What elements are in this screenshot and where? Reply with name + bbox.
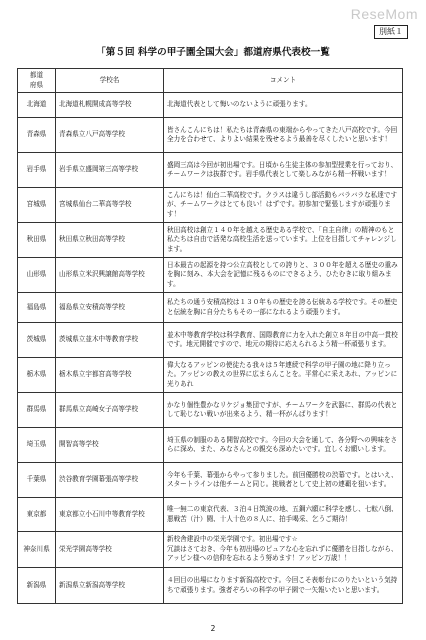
school-cell: 岩手県立盛岡第三高等学校 xyxy=(56,153,164,188)
comment-cell: かなり個性豊かなリケジョ集団ですが、チームワークを武器に、群馬の代表として恥じない戦いが出来るよう、精一杯がんばります！ xyxy=(164,393,403,428)
prefecture-cell: 新潟県 xyxy=(18,568,56,604)
prefecture-cell: 秋田県 xyxy=(18,223,56,258)
school-cell: 山形県立米沢興譲館高等学校 xyxy=(56,258,164,293)
page-number: 2 xyxy=(210,624,216,633)
header-comment: コメント xyxy=(164,69,403,93)
header-prefecture: 都道 府県 xyxy=(18,69,56,93)
table-row xyxy=(18,428,403,463)
table-row xyxy=(18,358,403,393)
comment-cell: 今年も千葉、幕張からやって参りました。前回優勝校の渋幕です。とはいえ、スタートラインは他チームと同じ。挑戦者として史上初の連覇を狙います。 xyxy=(164,463,403,498)
table-row xyxy=(18,153,403,188)
school-cell: 福島県立安積高等学校 xyxy=(56,293,164,323)
school-cell: 渋谷教育学園幕張高等学校 xyxy=(56,463,164,498)
prefecture-cell: 埼玉県 xyxy=(18,428,56,463)
school-cell: 北海道札幌開成高等学校 xyxy=(56,93,164,118)
watermark-logo: ReseMom xyxy=(350,6,418,22)
comment-cell: 唯一無二の東京代表、３泊４日筑波の地、五鋼六願に科学を感し、七転八倒、悪戦苦（汁）闘、十人十色の８人に、拍手喝采、乞うご期待！ xyxy=(164,498,403,532)
prefecture-cell: 福島県 xyxy=(18,293,56,323)
representative-schools-table xyxy=(17,68,403,604)
table-row xyxy=(18,258,403,293)
comment-cell: 埼玉県の制服のある開智高校です。今回の大会を通して、各分野への興味をさらに深め、また、みなさんとの親交も深めたいです。宜しくお願いします。 xyxy=(164,428,403,463)
school-cell: 栄光学園高等学校 xyxy=(56,532,164,568)
school-cell: 宮城県仙台二華高等学校 xyxy=(56,188,164,223)
prefecture-cell: 青森県 xyxy=(18,118,56,153)
prefecture-cell: 茨城県 xyxy=(18,323,56,358)
comment-cell: 私たちの通う安積高校は１３０年もの歴史を誇る伝統ある学校です。その歴史と伝統を胸に自分たちもその一部になれるよう頑張ります。 xyxy=(164,293,403,323)
comment-cell: 日本最古の起源を持つ公立高校としての誇りと、３００年を超える歴史の重みを胸に刻み、本大会を記憶に残るものにできるよう、ひたむきに取り組みます。 xyxy=(164,258,403,293)
school-cell: 新潟県立新潟高等学校 xyxy=(56,568,164,604)
school-cell: 群馬県立高崎女子高等学校 xyxy=(56,393,164,428)
table-row xyxy=(18,223,403,258)
table-row xyxy=(18,188,403,223)
table-row xyxy=(18,393,403,428)
prefecture-cell: 千葉県 xyxy=(18,463,56,498)
prefecture-cell: 宮城県 xyxy=(18,188,56,223)
prefecture-cell: 北海道 xyxy=(18,93,56,118)
comment-cell: 偉大なるアッピンの使徒たる我々は５年連続で科学の甲子園の地に降り立った。アッピンの教えの世界に広まらんことを。平常心に采えあれ、アッピンに光りあれ xyxy=(164,358,403,393)
prefecture-cell: 山形県 xyxy=(18,258,56,293)
school-cell: 青森県立八戸高等学校 xyxy=(56,118,164,153)
comment-cell: こんにちは！仙台二華高校です。クラスは違うし部活動もバラバラな私達ですが、チームワークはとても良い！はずです。初参加で緊張しますが頑張ります！ xyxy=(164,188,403,223)
attachment-tag: 別紙１ xyxy=(374,25,408,39)
table-row xyxy=(18,463,403,498)
table-header-row xyxy=(18,69,403,93)
table-row xyxy=(18,323,403,358)
document-title: 「第５回 科学の甲子園全国大会」都道府県代表校一覧 xyxy=(96,47,330,58)
comment-cell: 並木中等教育学校は科学教育、国際教育に力を入れた創立８年目の中高一貫校です。地元開催ですので、地元の期待に応えられるよう精一杯頑張ります。 xyxy=(164,323,403,358)
school-cell: 茨城県立並木中等教育学校 xyxy=(56,323,164,358)
comment-cell: 盛岡三高は今回が初出場です。日頃から生徒主体の参加型授業を行っており、チームワークは抜群です。岩手県代表として楽しみながら精一杯戦います！ xyxy=(164,153,403,188)
prefecture-cell: 群馬県 xyxy=(18,393,56,428)
table-row xyxy=(18,118,403,153)
table-row xyxy=(18,532,403,568)
comment-cell: 秋田高校は創立１４０年を越える歴史ある学校で、「自主自律」の精神のもと私たちは自由で活発な高校生活を送っています。上位を目指してチャレンジします。 xyxy=(164,223,403,258)
table-row xyxy=(18,93,403,118)
prefecture-cell: 岩手県 xyxy=(18,153,56,188)
school-cell: 秋田県立秋田高等学校 xyxy=(56,223,164,258)
table-row xyxy=(18,498,403,532)
comment-cell: 北海道代表として悔いのないように頑張ります。 xyxy=(164,93,403,118)
prefecture-cell: 東京都 xyxy=(18,498,56,532)
header-school: 学校名 xyxy=(56,69,164,93)
comment-cell: ４回目の出場になります新潟高校です。今回こそ表彰台にのりたいという気持ちで頑張ります。強者ぞろいの科学の甲子園で一矢報いたいと思います。 xyxy=(164,568,403,604)
prefecture-cell: 神奈川県 xyxy=(18,532,56,568)
table-row xyxy=(18,568,403,604)
comment-cell: 皆さんこんにちは！私たちは青森県の東端からやってきた八戸高校です。今回全力を合わせて、よりよい結果を残せるよう最善を尽くしたいと思います！ xyxy=(164,118,403,153)
table-row xyxy=(18,293,403,323)
school-cell: 東京都立小石川中等教育学校 xyxy=(56,498,164,532)
prefecture-cell: 栃木県 xyxy=(18,358,56,393)
school-cell: 栃木県立宇都宮高等学校 xyxy=(56,358,164,393)
comment-cell: 新校舎建設中の栄光学園です。初出場です☆ 冗談はさておき、今年も初出場のピュアな心を忘れずに優勝を目指しながら、アッピン様への信仰を忘れるよう努めます！アッピン万歳！！ xyxy=(164,532,403,568)
school-cell: 開智高等学校 xyxy=(56,428,164,463)
